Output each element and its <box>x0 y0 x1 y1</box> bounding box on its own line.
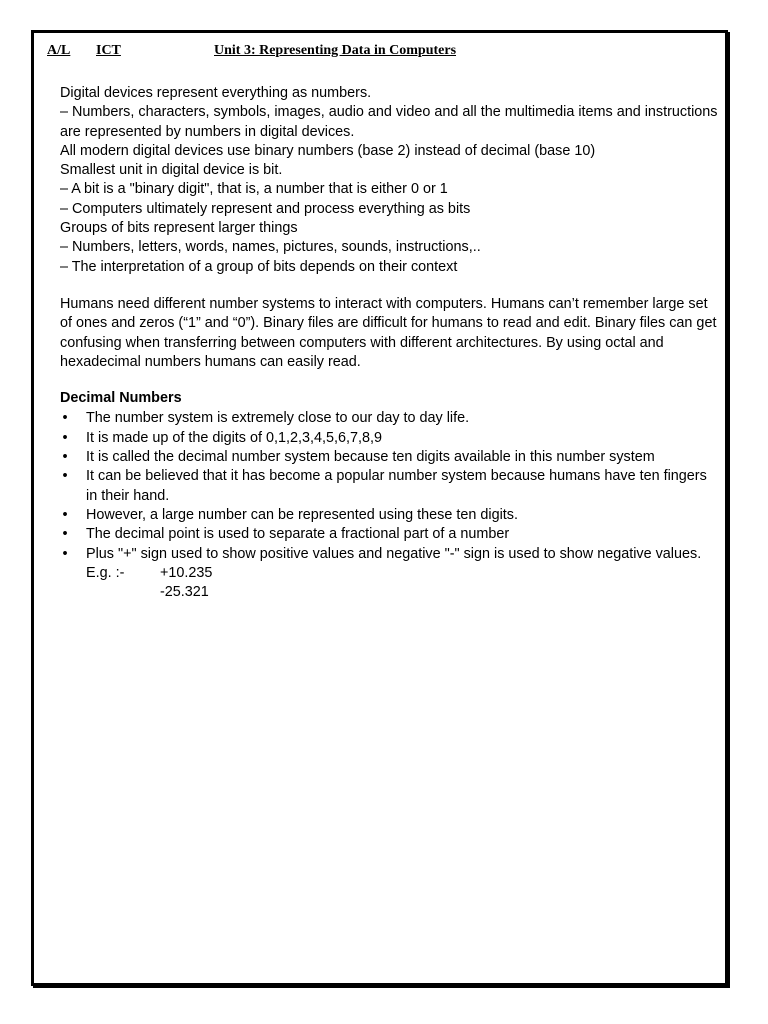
example-row <box>86 583 720 602</box>
list-item <box>60 448 720 467</box>
bullet-icon: • <box>62 545 68 562</box>
list-item <box>60 506 720 525</box>
list-item <box>60 525 720 544</box>
bullet-icon: • <box>62 410 68 427</box>
bullet-icon: • <box>62 468 68 485</box>
example-label-spacer <box>86 583 160 602</box>
intro-line: Digital devices represent everything as numbers. <box>60 85 372 101</box>
list-item-text: The number system is extremely close to our day to day life. <box>86 410 470 427</box>
intro-block <box>60 84 720 277</box>
list-item-text: It is called the decimal number system because ten digits available in this number system <box>86 449 655 466</box>
bullet-icon: • <box>62 449 68 466</box>
list-item <box>60 409 720 428</box>
intro-line: – The interpretation of a group of bits depends on their context <box>60 258 458 275</box>
intro-line: – A bit is a "binary digit", that is, a number that is either 0 or 1 <box>60 181 448 198</box>
list-item <box>60 467 720 506</box>
intro-line: Smallest unit in digital device is bit. <box>60 162 283 179</box>
document-body <box>60 84 720 602</box>
intro-line: All modern digital devices use binary numbers (base 2) instead of decimal (base 10) <box>60 142 596 159</box>
intro-line: – Computers ultimately represent and process everything as bits <box>60 200 471 217</box>
header-level: A/L <box>47 43 71 58</box>
example-value: +10.235 <box>160 564 213 581</box>
decimal-numbers-heading: Decimal Numbers <box>60 390 182 407</box>
intro-line: Groups of bits represent larger things <box>60 220 298 237</box>
header-subject: ICT <box>96 43 121 58</box>
example-row <box>86 564 720 583</box>
decimal-bullet-list <box>60 409 720 563</box>
intro-line: – Numbers, characters, symbols, images, audio and video and all the multimedia items and instructions are represented by numbers in digital devices. <box>60 104 718 140</box>
list-item-text: The decimal point is used to separate a fractional part of a number <box>86 526 510 543</box>
intro-line: – Numbers, letters, words, names, pictures, sounds, instructions,.. <box>60 239 481 256</box>
list-item <box>60 429 720 448</box>
bullet-icon: • <box>62 429 68 446</box>
bullet-icon: • <box>62 526 68 543</box>
list-item-text: However, a large number can be represented using these ten digits. <box>86 506 518 523</box>
example-label: E.g. :- <box>86 564 125 581</box>
header-title: Unit 3: Representing Data in Computers <box>214 43 457 58</box>
list-item-text: Plus "+" sign used to show positive values and negative "-" sign is used to show negative values. <box>86 545 702 562</box>
example-block <box>60 564 720 603</box>
list-item <box>60 545 720 564</box>
humans-paragraph: Humans need different number systems to interact with computers. Humans can’t remember large set of ones and zeros (“1” and “0”). Binary files are difficult for humans to read and edit. Binary files can get confusing when transferring between computers with different architectures. By using octal and hexadecimal numbers humans can easily read. <box>60 295 717 370</box>
list-item-text: It is made up of the digits of 0,1,2,3,4,5,6,7,8,9 <box>86 429 382 446</box>
list-item-text: It can be believed that it has become a popular number system because humans have ten fingers in their hand. <box>86 468 707 504</box>
bullet-icon: • <box>62 506 68 523</box>
example-value: -25.321 <box>160 584 209 601</box>
